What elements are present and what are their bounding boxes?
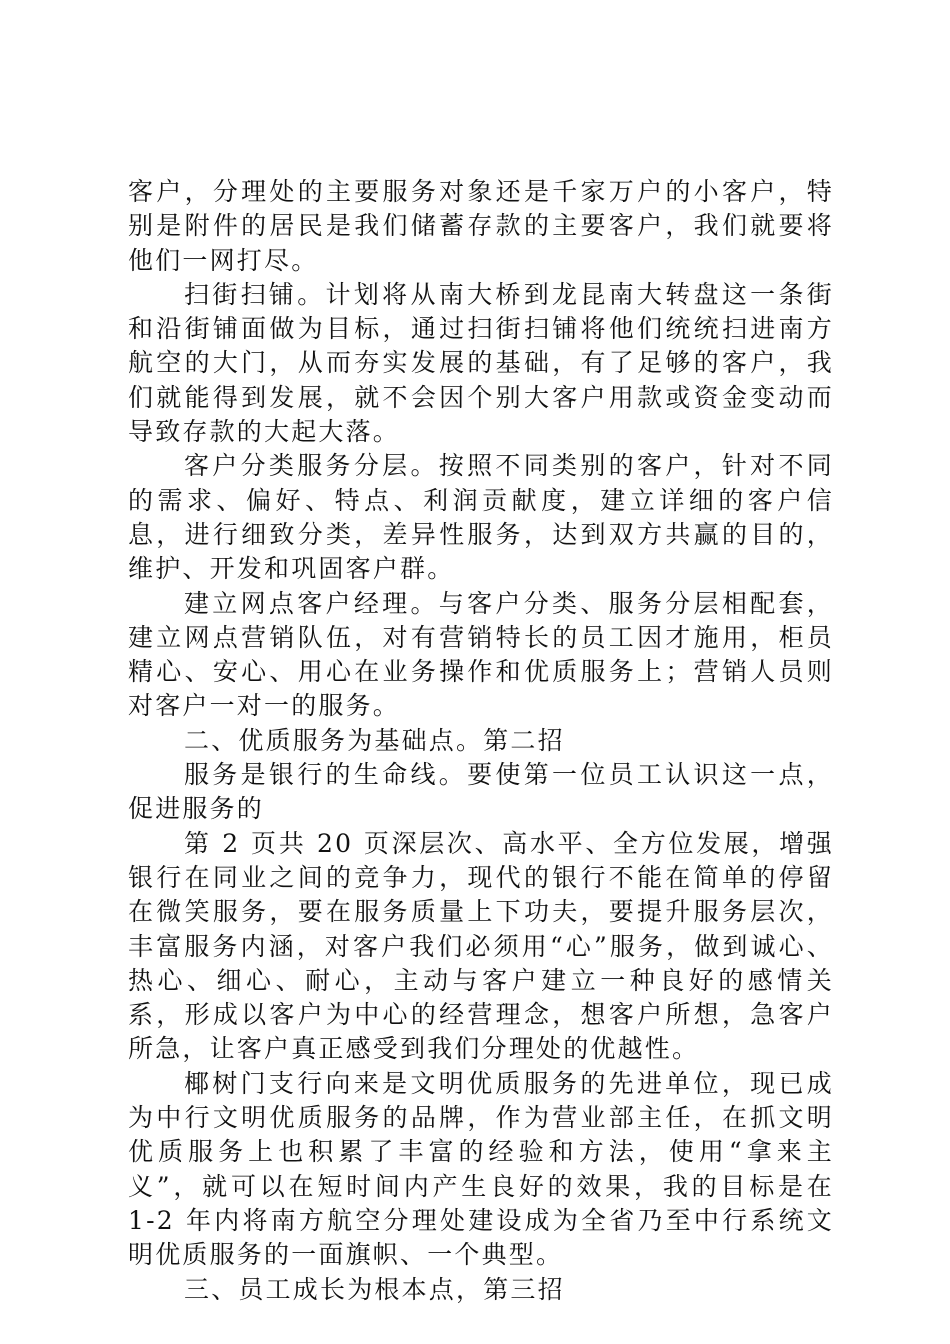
paragraph-page-footer-continued: 第 2 页共 20 页深层次、高水平、全方位发展，增强银行在同业之间的竞争力，现代的银行不能在简单的停留在微笑服务，要在服务质量上下功夫，要提升服务层次，丰富服务内涵，对客户我们必须用“心”服务，做到诚心、热心、细心、耐心，主动与客户建立一种良好的感情关系，形成以客户为中心的经营理念，想客户所想，急客户所急，让客户真正感受到我们分理处的优越性。 xyxy=(128,828,834,1064)
paragraph-customer-classification: 客户分类服务分层。按照不同类别的客户，针对不同的需求、偏好、特点、利润贡献度，建立详细的客户信息，进行细致分类，差异性服务，达到双方共赢的目的，维护、开发和巩固客户群。 xyxy=(128,451,834,584)
paragraph-account-manager: 建立网点客户经理。与客户分类、服务分层相配套，建立网点营销队伍，对有营销特长的员工因才施用，柜员精心、安心、用心在业务操作和优质服务上；营销人员则对客户一对一的服务。 xyxy=(128,588,834,721)
paragraph-yeshumen-branch: 椰树门支行向来是文明优质服务的先进单位，现已成为中行文明优质服务的品牌，作为营业部主任，在抓文明优质服务上也积累了丰富的经验和方法，使用“拿来主义”，就可以在短时间内产生良好的效果，我的目标是在 1-2 年内将南方航空分理处建设成为全省乃至中行系统文明优质服务的一面旗帜、一个典型。 xyxy=(128,1068,834,1270)
paragraph-service-lifeline: 服务是银行的生命线。要使第一位员工认识这一点，促进服务的 xyxy=(128,760,834,824)
section-heading-quality-service: 二、优质服务为基础点。第二招 xyxy=(184,725,565,755)
document-body xyxy=(128,175,834,1307)
section-heading-staff-growth: 三、员工成长为根本点，第三招 xyxy=(184,1274,565,1304)
paragraph-continued-customers: 客户，分理处的主要服务对象还是千家万户的小客户，特别是附件的居民是我们储蓄存款的主要客户，我们就要将他们一网打尽。 xyxy=(128,177,834,275)
paragraph-street-sweep: 扫街扫铺。计划将从南大桥到龙昆南大转盘这一条街和沿街铺面做为目标，通过扫街扫铺将他们统统扫进南方航空的大门，从而夯实发展的基础，有了足够的客户，我们就能得到发展，就不会因个别大客户用款或资金变动而导致存款的大起大落。 xyxy=(128,279,834,447)
